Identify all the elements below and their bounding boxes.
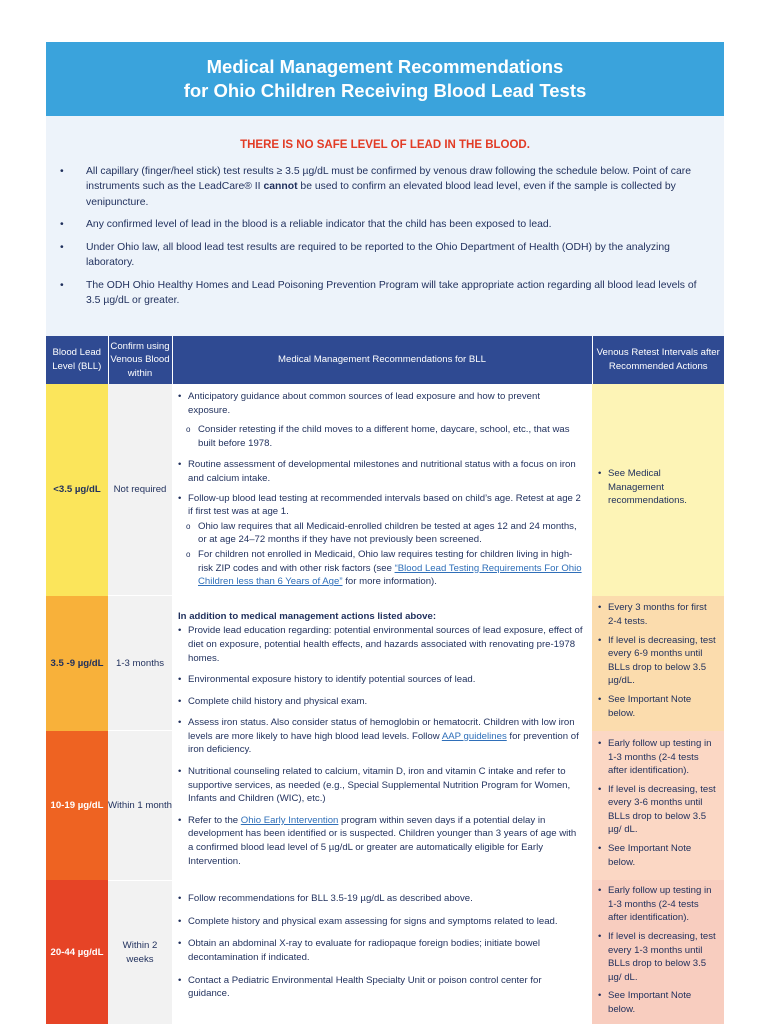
document-header <box>46 42 724 116</box>
rec-heading: In addition to medical management actions listed above: <box>178 610 437 622</box>
testing-requirements-link[interactable]: “Blood Lead Testing Requirements For Ohio Children less than 6 Years of Age” <box>198 562 582 588</box>
rec-item: • Follow recommendations for BLL 3.5-19 µg/dL as described above. <box>178 892 584 906</box>
intro-list <box>60 164 710 309</box>
document-page <box>46 42 724 1015</box>
bll-level: 10-19 µg/dL <box>46 731 108 880</box>
recommendations-cell <box>172 384 592 596</box>
bll-level: 20-44 µg/dL <box>46 880 108 1024</box>
rec-item: • Refer to the Ohio Early Intervention program within seven days if a potential delay in development has been identified or is suspected. Children younger than 3 years of age with a confirmed blood lead level of 5 µg/dL or greater are automatically eligible for Early Intervention. <box>178 814 584 868</box>
retest-item: • Every 3 months for first 2-4 tests. <box>598 601 716 628</box>
early-intervention-link[interactable]: Ohio Early Intervention <box>240 814 339 826</box>
table-row <box>46 880 724 1024</box>
rec-item: • Environmental exposure history to identify potential sources of lead. <box>178 673 584 687</box>
rec-item: • Contact a Pediatric Environmental Health Specialty Unit or poison control center for guidance. <box>178 974 584 1001</box>
intro-bullet-ohio-law: • Under Ohio law, all blood lead test results are required to be reported to the Ohio Department of Health (ODH) by the analyzing laboratory. <box>60 240 710 271</box>
bll-level: <3.5 µg/dL <box>46 384 108 596</box>
retest-cell <box>592 880 724 1024</box>
retest-cell <box>592 384 724 596</box>
recommendations-cell <box>172 596 592 881</box>
rec-item: • Complete history and physical exam assessing for signs and symptoms related to lead. <box>178 915 584 929</box>
retest-item: • Early follow up testing in 1-3 months (2-4 tests after identification). <box>598 884 716 925</box>
table-row <box>46 384 724 596</box>
retest-cell <box>592 731 724 880</box>
title-line-2: for Ohio Children Receiving Blood Lead Tests <box>183 80 587 101</box>
intro-bullet-confirmed-level: • Any confirmed level of lead in the blood is a reliable indicator that the child has been exposed to lead. <box>60 217 710 233</box>
table-header-row <box>46 336 724 384</box>
rec-subitem: o For children not enrolled in Medicaid, Ohio law requires testing for children living in high-risk ZIP codes and with other risk factors (see “Blood Lead Testing Requirements For Ohio Children less than 6 Years of Age” for more information). <box>178 548 584 589</box>
rec-item: • Routine assessment of developmental milestones and nutritional status with a focus on iron and calcium intake. <box>178 458 584 485</box>
recommendations-table <box>46 336 724 1024</box>
rec-item: • Follow-up blood lead testing at recommended intervals based on child’s age. Retest at age 2 if first test was at age 1. <box>178 492 584 519</box>
intro-bullet-capillary: • All capillary (finger/heel stick) test results ≥ 3.5 µg/dL must be confirmed by venous draw following the schedule below. Point of care instruments such as the LeadCare® II cannot be used to confirm an elevated blood lead level, even if the sample is collected by venipuncture. <box>60 164 710 211</box>
retest-item: • If level is decreasing, test every 6-9 months until BLLs drop to below 3.5 µg/dL. <box>598 634 716 688</box>
table-row <box>46 596 724 731</box>
rec-item: • Obtain an abdominal X-ray to evaluate for radiopaque foreign bodies; initiate bowel decontamination if indicated. <box>178 937 584 964</box>
rec-item: • Anticipatory guidance about common sources of lead exposure and how to prevent exposure. <box>178 390 584 417</box>
retest-item: • Early follow up testing in 1-3 months (2-4 tests after identification). <box>598 737 716 778</box>
header-recommendations: Medical Management Recommendations for BLL <box>172 336 592 384</box>
rec-item: • Nutritional counseling related to calcium, vitamin D, iron and vitamin C intake and refer to supportive services, as needed (e.g., Special Supplemental Nutrition Program for Women, Infants and Children (WIC), etc.) <box>178 765 584 806</box>
rec-item: • Complete child history and physical exam. <box>178 695 584 709</box>
confirm-interval: Not required <box>108 384 172 596</box>
retest-item: • If level is decreasing, test every 1-3 months until BLLs drop to below 3.5 µg/ dL. <box>598 930 716 984</box>
header-retest: Venous Retest Intervals after Recommended Actions <box>592 336 724 384</box>
intro-bullet-odh-program: • The ODH Ohio Healthy Homes and Lead Poisoning Prevention Program will take appropriate action regarding all blood lead levels of 3.5 µg/dL or greater. <box>60 278 710 309</box>
rec-item: • Assess iron status. Also consider status of hemoglobin or hematocrit. Children with low iron levels are more likely to have high blood lead levels. Follow AAP guidelines for prevention of iron deficiency. <box>178 716 584 757</box>
confirm-interval: Within 2 weeks <box>108 880 172 1024</box>
retest-item: • See Important Note below. <box>598 989 716 1016</box>
rec-subitem: o Ohio law requires that all Medicaid-enrolled children be tested at ages 12 and 24 months, or at age 24–72 months if they have not previously been screened. <box>178 520 584 547</box>
confirm-interval: 1-3 months <box>108 596 172 731</box>
confirm-interval: Within 1 month <box>108 731 172 880</box>
header-confirm: Confirm using Venous Blood within <box>108 336 172 384</box>
rec-item: • Provide lead education regarding: potential environmental sources of lead exposure, effect of diet on exposure, potential health effects, and hazards associated with renovating pre-1978 homes. <box>178 624 584 665</box>
retest-item: • See Medical Management recommendations. <box>598 467 716 508</box>
safety-warning: THERE IS NO SAFE LEVEL OF LEAD IN THE BLOOD. <box>240 139 530 151</box>
retest-item: • See Important Note below. <box>598 842 716 869</box>
rec-subitem: o Consider retesting if the child moves to a different home, daycare, school, etc., that was built before 1978. <box>178 423 584 450</box>
retest-cell <box>592 596 724 731</box>
retest-item: • If level is decreasing, test every 3-6 months until BLLs drop to below 3.5 µg/ dL. <box>598 783 716 837</box>
retest-item: • See Important Note below. <box>598 693 716 720</box>
bll-level: 3.5 -9 µg/dL <box>46 596 108 731</box>
title-line-1: Medical Management Recommendations <box>206 56 564 77</box>
intro-section <box>46 116 724 336</box>
header-bll: Blood Lead Level (BLL) <box>46 336 108 384</box>
aap-guidelines-link[interactable]: AAP guidelines <box>441 730 507 742</box>
recommendations-cell <box>172 880 592 1024</box>
